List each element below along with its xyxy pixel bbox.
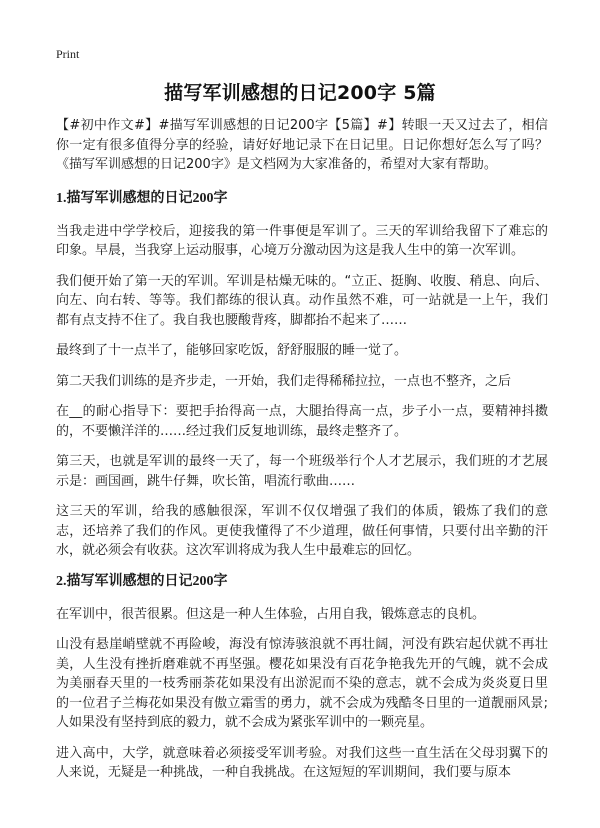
paragraph: 最终到了十一点半了，能够回家吃饭，舒舒服服的睡一觉了。	[56, 343, 408, 358]
paragraph: 我们便开始了第一天的军训。军训是枯燥无味的。“立正、挺胸、收腹、稍息、向后、向左、向右转、等等。我们都练的很认真。动作虽然不难，可一站就是一上午，我们都有点支持不住了。我自我也腰酸背疼，脚都抬不起来了……	[56, 273, 548, 328]
paragraph: 在__的耐心指导下：要把手抬得高一点，大腿抬得高一点，步子小一点，要精神抖擞的，不要懒洋洋的……经过我们反复地训练，最终走整齐了。	[56, 404, 548, 439]
paragraph: 第三天，也就是军训的最终一天了，每一个班级举行个人才艺展示，我们班的才艺展示是：画国画，跳牛仔舞，吹长笛，唱流行歌曲……	[56, 454, 548, 489]
section-2	[56, 572, 548, 783]
paragraph: 第二天我们训练的是齐步走，一开始，我们走得稀稀拉拉，一点也不整齐，之后	[56, 373, 512, 389]
paragraph: 山没有悬崖峭壁就不再险峻，海没有惊涛骇浪就不再壮阔，河没有跌宕起伏就不再壮美，人生没有挫折磨难就不再坚强。樱花如果没有百花争艳我先开的气魄，就不会成为美丽春天里的一枝秀丽荼花如果没有出淤泥而不染的意志，就不会成为炎炎夏日里的一位君子兰梅花如果没有傲立霜雪的勇力，就不会成为残酷冬日里的一道靓丽风景;人如果没有坚持到底的毅力，就不会成为紧张军训中的一颗亮星。	[56, 637, 548, 730]
print-link[interactable]: Print	[56, 47, 80, 61]
paragraph: 这三天的军训，给我的感触很深，军训不仅仅增强了我们的体质，锻炼了我们的意志，还培养了我们的作风。更使我懂得了不少道理，做任何事情，只要付出辛勤的汗水，就必须会有收获。这次军训将成为我人生中最难忘的回忆。	[56, 504, 548, 558]
paragraph: 当我走进中学学校后，迎接我的第一件事便是军训了。三天的军训给我留下了难忘的印象。早晨，当我穿上运动服事，心境万分激动因为这是我人生中的第一次军训。	[56, 223, 548, 258]
section-heading: 1.描写军训感想的日记200字	[56, 190, 228, 206]
section-1	[56, 189, 548, 561]
paragraph: 进入高中，大学，就意味着必须接受军训考验。对我们这些一直生活在父母羽翼下的人来说，无疑是一种挑战，一种自我挑战。在这短短的军训期间，我们要与原本	[56, 745, 548, 780]
intro-paragraph: 【#初中作文#】#描写军训感想的日记200字【5篇】#】转眼一天又过去了，相信你一定有很多值得分享的经验，请好好地记录下在日记里。日记你想好怎么写了吗？《描写军训感想的日记200字》是文档网为大家准备的，希望对大家有帮助。	[56, 118, 548, 172]
article-body	[56, 116, 548, 794]
section-heading: 2.描写军训感想的日记200字	[56, 573, 228, 589]
page-title: 描写军训感想的日记200字 5篇	[164, 82, 436, 104]
paragraph: 在军训中，很苦很累。但这是一种人生体验，占用自我，锻炼意志的良机。	[56, 606, 486, 622]
